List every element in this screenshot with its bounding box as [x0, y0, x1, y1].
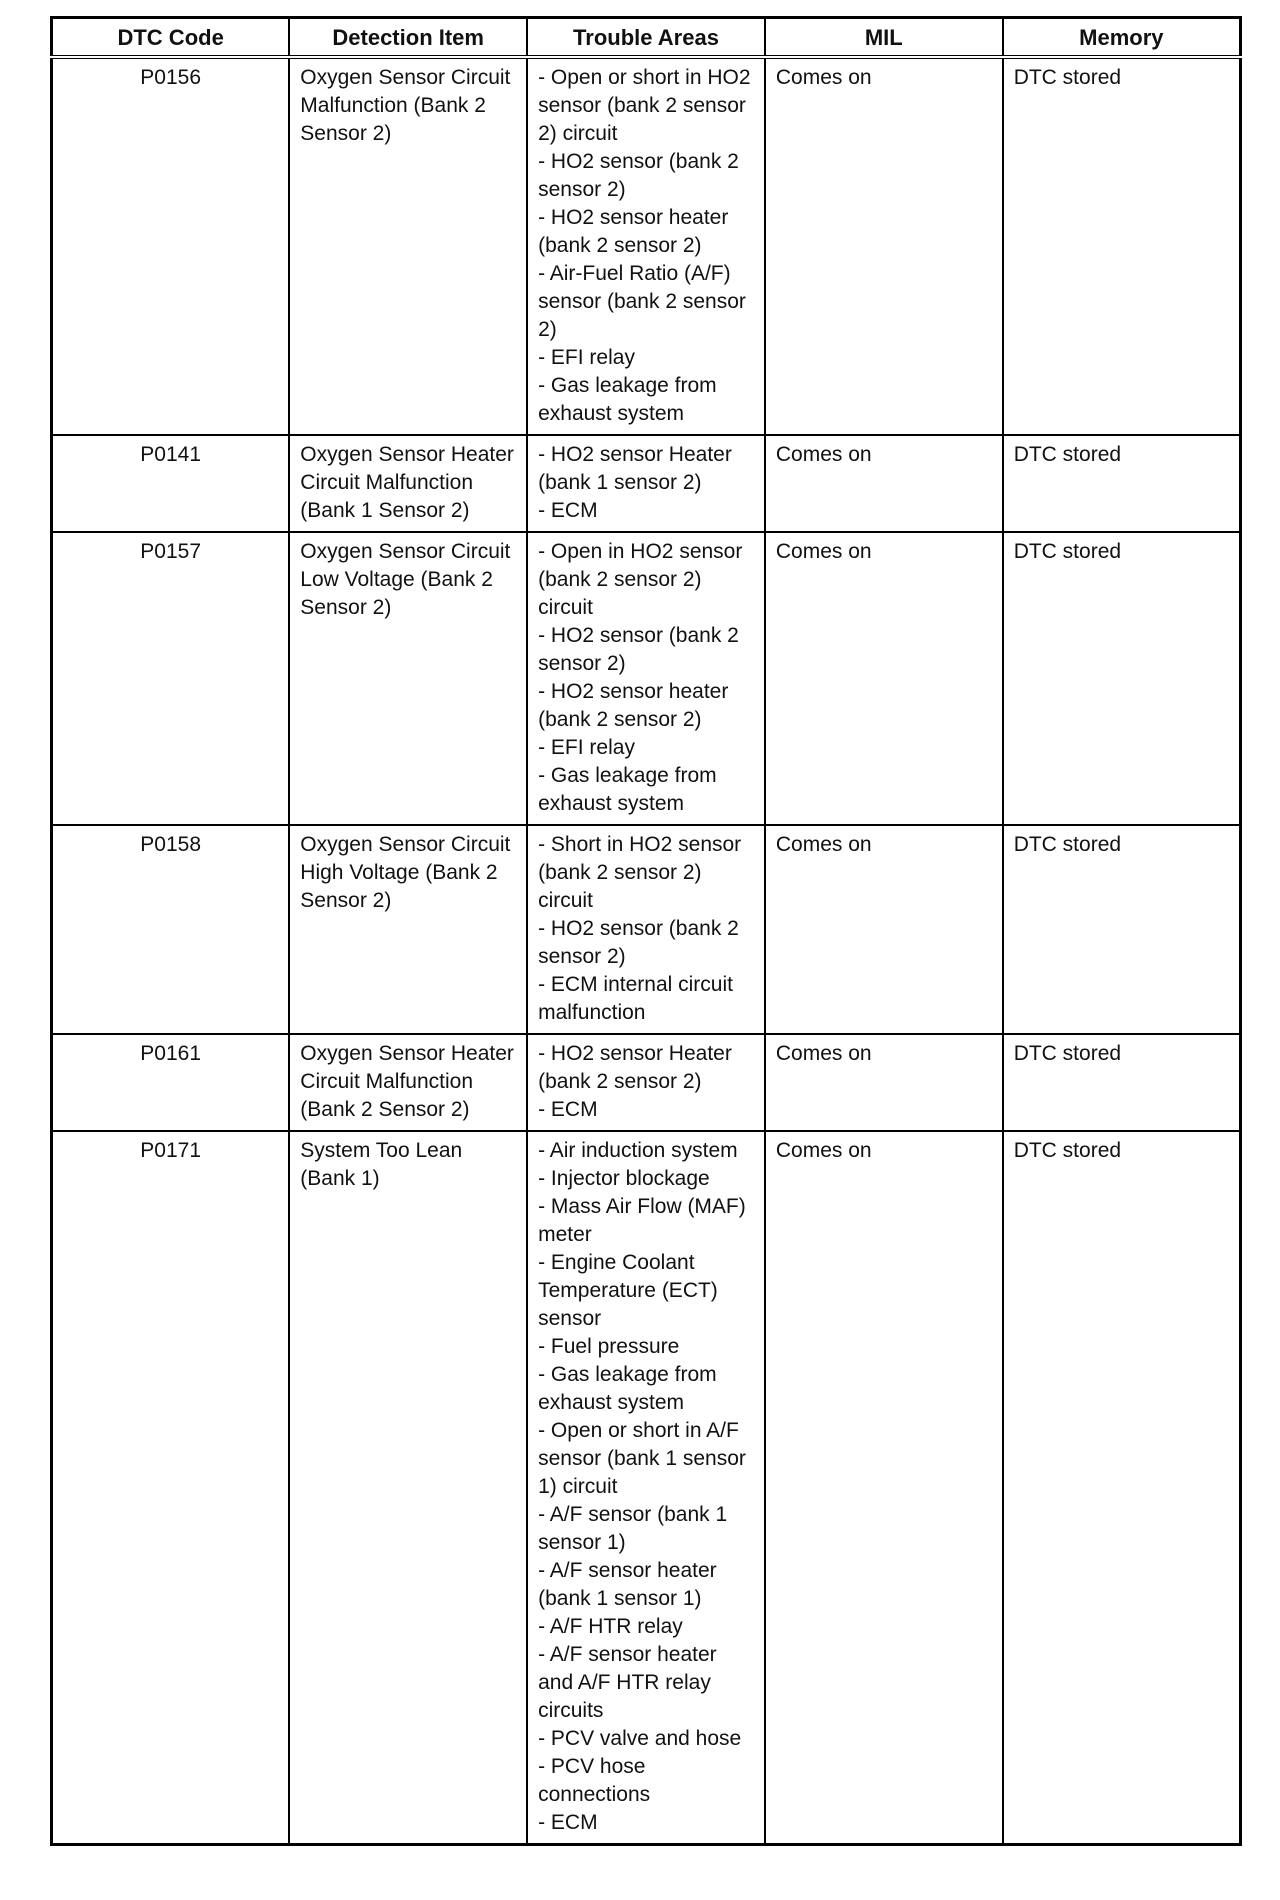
table-row	[52, 435, 1241, 532]
memory-cell: DTC stored	[1003, 1131, 1241, 1845]
trouble-area-item: - A/F HTR relay	[538, 1615, 683, 1638]
trouble-area-item: - A/F sensor (bank 1 sensor 1)	[538, 1503, 728, 1554]
trouble-area-item: - Open or short in A/F sensor (bank 1 sensor 1) circuit	[538, 1419, 746, 1498]
trouble-area-item: - ECM	[538, 1811, 598, 1834]
trouble-area-item: - Gas leakage from exhaust system	[538, 374, 717, 425]
trouble-area-item: - HO2 sensor heater (bank 2 sensor 2)	[538, 206, 729, 257]
header-trouble-areas: Trouble Areas	[527, 18, 765, 58]
trouble-area-item: - Fuel pressure	[538, 1335, 680, 1358]
table-row	[52, 57, 1241, 435]
header-row	[52, 18, 1241, 58]
trouble-areas-cell	[527, 435, 765, 532]
trouble-area-item: - HO2 sensor Heater (bank 1 sensor 2)	[538, 443, 732, 494]
trouble-area-item: - A/F sensor heater and A/F HTR relay circuits	[538, 1643, 717, 1722]
header-dtc-code: DTC Code	[52, 18, 290, 58]
dtc-code-cell: P0161	[52, 1034, 290, 1131]
memory-cell: DTC stored	[1003, 57, 1241, 435]
dtc-code-cell: P0156	[52, 57, 290, 435]
trouble-area-item: - HO2 sensor heater (bank 2 sensor 2)	[538, 680, 729, 731]
dtc-code-cell: P0171	[52, 1131, 290, 1845]
trouble-area-item: - HO2 sensor (bank 2 sensor 2)	[538, 917, 739, 968]
trouble-area-item: - Open or short in HO2 sensor (bank 2 sensor 2) circuit	[538, 66, 751, 145]
trouble-area-item: - ECM	[538, 1098, 598, 1121]
trouble-area-item: - Engine Coolant Temperature (ECT) sensor	[538, 1251, 718, 1330]
mil-cell: Comes on	[765, 57, 1003, 435]
table-body	[52, 57, 1241, 1845]
trouble-areas-cell	[527, 57, 765, 435]
detection-item-cell: Oxygen Sensor Heater Circuit Malfunction (Bank 2 Sensor 2)	[289, 1034, 527, 1131]
memory-cell: DTC stored	[1003, 825, 1241, 1034]
dtc-code-cell: P0141	[52, 435, 290, 532]
dtc-code-cell: P0157	[52, 532, 290, 825]
trouble-area-item: - PCV valve and hose	[538, 1727, 742, 1750]
trouble-area-item: - EFI relay	[538, 736, 635, 759]
header-mil: MIL	[765, 18, 1003, 58]
trouble-area-item: - Gas leakage from exhaust system	[538, 1363, 717, 1414]
trouble-area-item: - Gas leakage from exhaust system	[538, 764, 717, 815]
trouble-areas-cell	[527, 1034, 765, 1131]
trouble-area-item: - PCV hose connections	[538, 1755, 651, 1806]
table-row	[52, 1034, 1241, 1131]
table-row	[52, 825, 1241, 1034]
trouble-area-item: - ECM internal circuit malfunction	[538, 973, 733, 1024]
trouble-area-item: - HO2 sensor Heater (bank 2 sensor 2)	[538, 1042, 732, 1093]
trouble-area-item: - Air induction system	[538, 1139, 738, 1162]
mil-cell: Comes on	[765, 825, 1003, 1034]
trouble-area-item: - Short in HO2 sensor (bank 2 sensor 2) circuit	[538, 833, 742, 912]
dtc-table	[50, 16, 1242, 1846]
trouble-area-item: - Injector blockage	[538, 1167, 710, 1190]
detection-item-cell: Oxygen Sensor Circuit High Voltage (Bank 2 Sensor 2)	[289, 825, 527, 1034]
dtc-code-cell: P0158	[52, 825, 290, 1034]
trouble-areas-cell	[527, 825, 765, 1034]
memory-cell: DTC stored	[1003, 435, 1241, 532]
header-memory: Memory	[1003, 18, 1241, 58]
trouble-area-item: - EFI relay	[538, 346, 635, 369]
detection-item-cell: Oxygen Sensor Heater Circuit Malfunction (Bank 1 Sensor 2)	[289, 435, 527, 532]
table-header	[52, 18, 1241, 58]
trouble-area-item: - HO2 sensor (bank 2 sensor 2)	[538, 624, 739, 675]
table-row	[52, 1131, 1241, 1845]
header-detection-item: Detection Item	[289, 18, 527, 58]
trouble-area-item: - Open in HO2 sensor (bank 2 sensor 2) circuit	[538, 540, 743, 619]
mil-cell: Comes on	[765, 435, 1003, 532]
trouble-area-item: - HO2 sensor (bank 2 sensor 2)	[538, 150, 739, 201]
mil-cell: Comes on	[765, 1131, 1003, 1845]
detection-item-cell: Oxygen Sensor Circuit Malfunction (Bank 2 Sensor 2)	[289, 57, 527, 435]
trouble-area-item: - Air-Fuel Ratio (A/F) sensor (bank 2 sensor 2)	[538, 262, 746, 341]
mil-cell: Comes on	[765, 532, 1003, 825]
table-row	[52, 532, 1241, 825]
detection-item-cell: System Too Lean (Bank 1)	[289, 1131, 527, 1845]
trouble-area-item: - A/F sensor heater (bank 1 sensor 1)	[538, 1559, 717, 1610]
trouble-areas-cell	[527, 532, 765, 825]
memory-cell: DTC stored	[1003, 1034, 1241, 1131]
trouble-area-item: - Mass Air Flow (MAF) meter	[538, 1195, 746, 1246]
detection-item-cell: Oxygen Sensor Circuit Low Voltage (Bank 2 Sensor 2)	[289, 532, 527, 825]
memory-cell: DTC stored	[1003, 532, 1241, 825]
trouble-areas-cell	[527, 1131, 765, 1845]
trouble-area-item: - ECM	[538, 499, 598, 522]
mil-cell: Comes on	[765, 1034, 1003, 1131]
